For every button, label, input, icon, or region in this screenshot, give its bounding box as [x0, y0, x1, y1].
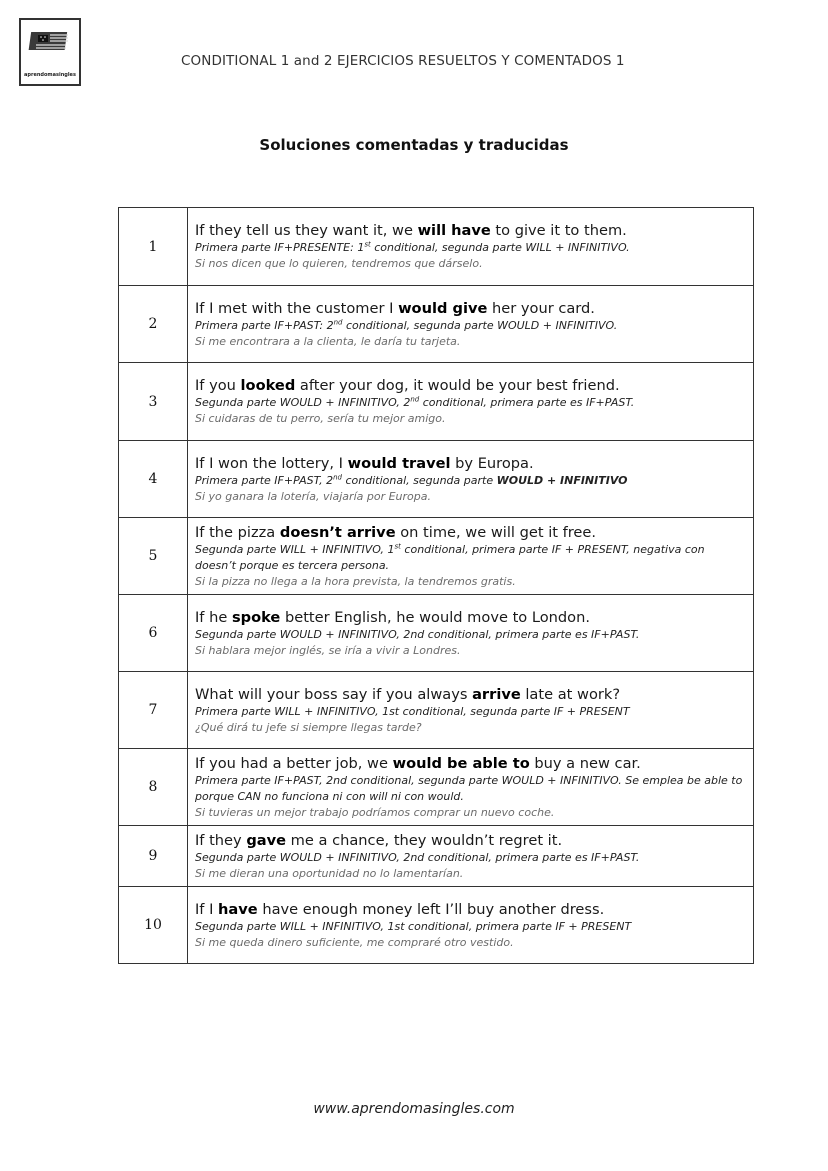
- english-sentence: If I met with the customer I would give her your card.: [195, 299, 595, 317]
- spanish-translation: Si me encontrara a la clienta, le daría tu tarjeta.: [195, 334, 461, 348]
- english-sentence: If the pizza doesn’t arrive on time, we will get it free.: [195, 523, 597, 541]
- english-sentence: What will your boss say if you always arrive late at work?: [195, 685, 621, 703]
- table-row: [119, 363, 754, 441]
- row-content: [188, 887, 754, 964]
- english-sentence: If you looked after your dog, it would be your best friend.: [195, 377, 620, 394]
- grammar-explanation: Segunda parte WILL + INFINITIVO, 1st conditional, primera parte IF + PRESENT, negativa con doesn’t porque es tercera persona.: [195, 541, 705, 572]
- spanish-translation: Si cuidaras de tu perro, sería tu mejor amigo.: [195, 412, 446, 425]
- grammar-explanation: Segunda parte WOULD + INFINITIVO, 2nd conditional, primera parte es IF+PAST.: [195, 395, 635, 409]
- row-number: 1: [119, 208, 188, 286]
- row-number: 3: [119, 363, 188, 441]
- english-sentence: If I have have enough money left I’ll buy another dress.: [195, 900, 605, 918]
- spanish-translation: Si nos dicen que lo quieren, tendremos que dárselo.: [195, 257, 483, 270]
- table-row: [119, 518, 754, 595]
- row-number: 10: [119, 887, 188, 964]
- solutions-table: [118, 207, 754, 964]
- english-sentence: If I won the lottery, I would travel by Europa.: [195, 454, 534, 472]
- english-sentence: If you had a better job, we would be able to buy a new car.: [195, 754, 641, 772]
- row-number: 8: [119, 749, 188, 826]
- footer-website: www.aprendomasingles.com: [313, 1101, 515, 1117]
- spanish-translation: Si la pizza no llega a la hora prevista, la tendremos gratis.: [195, 574, 516, 588]
- table-row: [119, 749, 754, 826]
- table-row: [119, 826, 754, 887]
- grammar-explanation: Primera parte IF+PAST: 2nd conditional, segunda parte WOULD + INFINITIVO.: [195, 317, 618, 332]
- table-row: [119, 208, 754, 286]
- spanish-translation: Si hablara mejor inglés, se iría a vivir a Londres.: [195, 643, 461, 657]
- row-content: [188, 441, 754, 518]
- grammar-explanation: Segunda parte WOULD + INFINITIVO, 2nd conditional, primera parte es IF+PAST.: [195, 627, 640, 641]
- spanish-translation: Si tuvieras un mejor trabajo podríamos comprar un nuevo coche.: [195, 805, 555, 819]
- grammar-explanation: Segunda parte WILL + INFINITIVO, 1st conditional, primera parte IF + PRESENT: [195, 919, 632, 933]
- table-row: [119, 887, 754, 964]
- row-number: 6: [119, 595, 188, 672]
- row-number: 2: [119, 286, 188, 363]
- table-row: [119, 441, 754, 518]
- row-content: [188, 826, 754, 887]
- grammar-explanation: Segunda parte WOULD + INFINITIVO, 2nd conditional, primera parte es IF+PAST.: [195, 850, 640, 864]
- spanish-translation: Si me queda dinero suficiente, me compraré otro vestido.: [195, 935, 514, 949]
- row-number: 9: [119, 826, 188, 887]
- page-title: Soluciones comentadas y traducidas: [259, 136, 569, 154]
- table-row: [119, 595, 754, 672]
- spanish-translation: Si me dieran una oportunidad no lo lamentarían.: [195, 866, 464, 880]
- row-content: [188, 208, 754, 286]
- row-number: 7: [119, 672, 188, 749]
- grammar-explanation: Primera parte WILL + INFINITIVO, 1st conditional, segunda parte IF + PRESENT: [195, 704, 630, 718]
- row-content: [188, 286, 754, 363]
- logo-text: aprendomasingles: [24, 72, 76, 78]
- spanish-translation: ¿Qué dirá tu jefe si siempre llegas tarde?: [195, 720, 422, 734]
- grammar-explanation: Primera parte IF+PAST, 2nd conditional, segunda parte WOULD + INFINITIVO. Se emplea be able to porque CAN no funciona ni con will ni con would.: [195, 773, 743, 803]
- grammar-explanation: Primera parte IF+PAST, 2nd conditional, segunda parte WOULD + INFINITIVO: [195, 472, 628, 487]
- english-sentence: If they tell us they want it, we will have to give it to them.: [195, 222, 627, 239]
- row-content: [188, 595, 754, 672]
- row-number: 4: [119, 441, 188, 518]
- row-number: 5: [119, 518, 188, 595]
- row-content: [188, 518, 754, 595]
- flag-icon: [28, 26, 72, 56]
- row-content: [188, 672, 754, 749]
- table-row: [119, 286, 754, 363]
- grammar-explanation: Primera parte IF+PRESENTE: 1st conditional, segunda parte WILL + INFINITIVO.: [195, 240, 630, 254]
- header-title: CONDITIONAL 1 and 2 EJERCICIOS RESUELTOS Y COMENTADOS 1: [181, 53, 625, 69]
- table-row: [119, 672, 754, 749]
- row-content: [188, 363, 754, 441]
- english-sentence: If they gave me a chance, they wouldn’t regret it.: [195, 831, 563, 849]
- spanish-translation: Si yo ganara la lotería, viajaría por Europa.: [195, 489, 431, 503]
- row-content: [188, 749, 754, 826]
- english-sentence: If he spoke better English, he would move to London.: [195, 608, 591, 626]
- site-logo: [19, 18, 81, 86]
